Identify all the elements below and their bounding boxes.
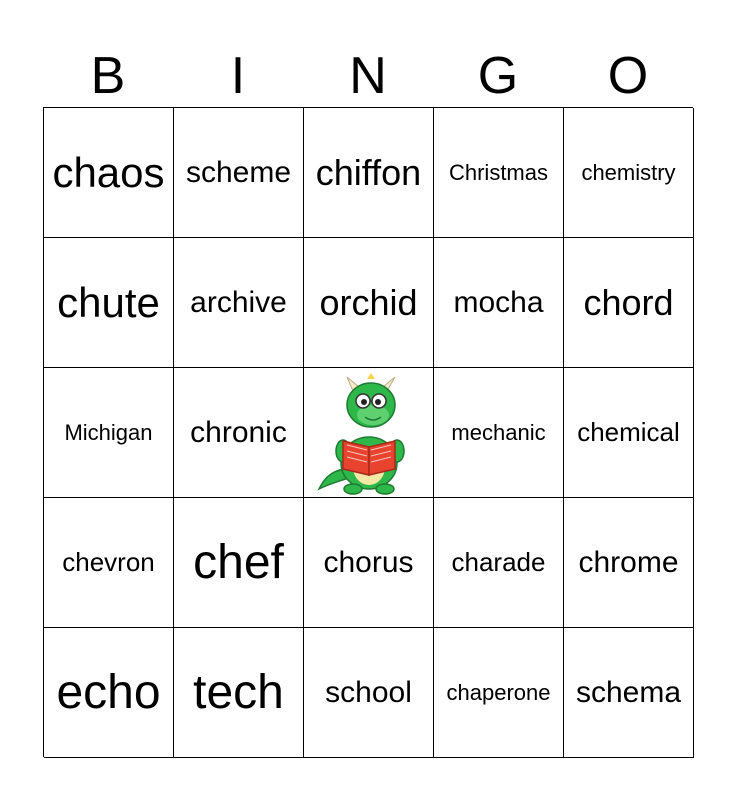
- header-letter-n: N: [349, 47, 387, 105]
- bingo-cell-r4-c1[interactable]: chevron: [44, 498, 174, 628]
- free-space[interactable]: [304, 368, 434, 498]
- bingo-cell-r3-c5[interactable]: chemical: [564, 368, 694, 498]
- header-letter-i: I: [230, 47, 246, 105]
- bingo-cell-r5-c1[interactable]: echo: [44, 628, 174, 758]
- bingo-cell-r4-c3[interactable]: chorus: [304, 498, 434, 628]
- bingo-cell-r2-c5[interactable]: chord: [564, 238, 694, 368]
- bingo-cell-r1-c2[interactable]: scheme: [174, 108, 304, 238]
- bingo-cell-r3-c1[interactable]: Michigan: [44, 368, 174, 498]
- dragon-reading-book-icon: [317, 371, 421, 495]
- bingo-cell-r2-c1[interactable]: chute: [44, 238, 174, 368]
- bingo-cell-r1-c4[interactable]: Christmas: [434, 108, 564, 238]
- bingo-cell-r5-c3[interactable]: school: [304, 628, 434, 758]
- bingo-cell-r2-c2[interactable]: archive: [174, 238, 304, 368]
- bingo-cell-r5-c4[interactable]: chaperone: [434, 628, 564, 758]
- bingo-cell-r2-c4[interactable]: mocha: [434, 238, 564, 368]
- bingo-cell-r5-c2[interactable]: tech: [174, 628, 304, 758]
- header-letter-o: O: [607, 47, 649, 105]
- bingo-cell-r1-c5[interactable]: chemistry: [564, 108, 694, 238]
- bingo-cell-r3-c4[interactable]: mechanic: [434, 368, 564, 498]
- header-letter-g: G: [477, 47, 519, 105]
- bingo-cell-r1-c3[interactable]: chiffon: [304, 108, 434, 238]
- bingo-board: [43, 107, 693, 757]
- bingo-cell-r4-c2[interactable]: chef: [174, 498, 304, 628]
- bingo-cell-r1-c1[interactable]: chaos: [44, 108, 174, 238]
- header-letter-b: B: [90, 47, 126, 105]
- bingo-header: [43, 46, 693, 106]
- bingo-cell-r2-c3[interactable]: orchid: [304, 238, 434, 368]
- bingo-cell-r3-c2[interactable]: chronic: [174, 368, 304, 498]
- bingo-cell-r4-c5[interactable]: chrome: [564, 498, 694, 628]
- bingo-cell-r5-c5[interactable]: schema: [564, 628, 694, 758]
- bingo-cell-r4-c4[interactable]: charade: [434, 498, 564, 628]
